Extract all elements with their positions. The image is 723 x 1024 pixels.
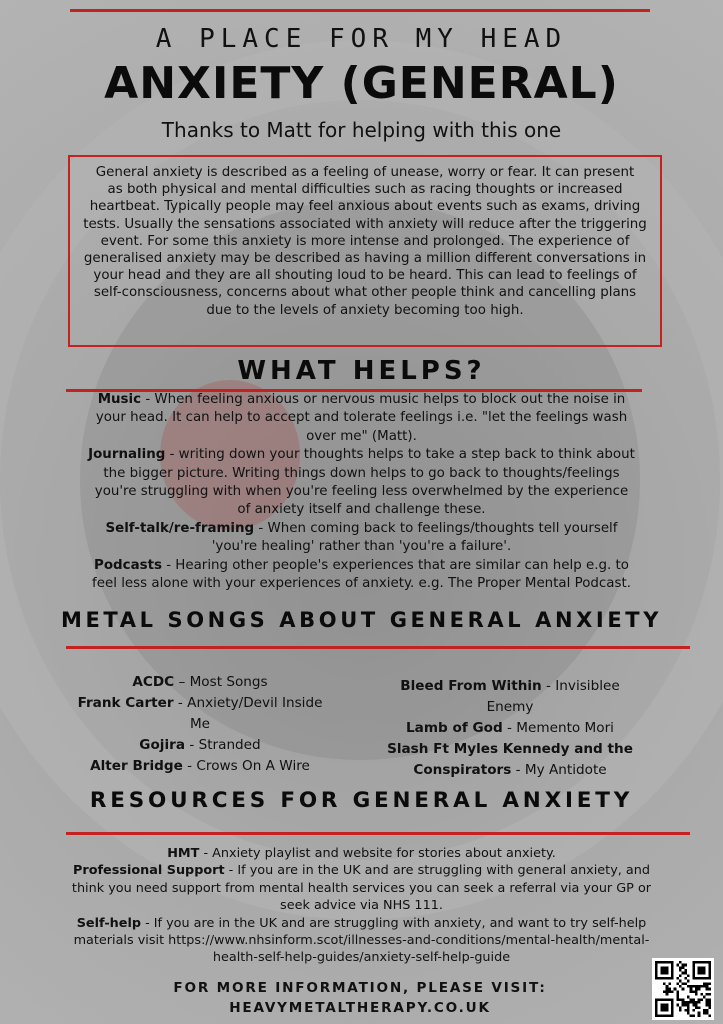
helps-item-line (40, 557, 683, 575)
helps-item-term: Podcasts (94, 557, 162, 573)
song-entry (50, 714, 350, 735)
song-entry (360, 718, 660, 739)
song-title: Memento Mori (516, 720, 614, 736)
songs-rule (66, 646, 690, 649)
qr-code-icon[interactable] (652, 958, 714, 1020)
intro-line: tests. Usually the sensations associated with anxiety will reduce after the triggering (83, 216, 647, 232)
helps-item-text: - writing down your thoughts helps to take a step back to think about (165, 447, 635, 463)
helps-item-term: Self-talk/re-framing (105, 520, 255, 536)
resource-item-text: seek advice via NHS 111. (280, 898, 443, 914)
helps-item-text: of anxiety itself and challenge these. (237, 502, 486, 518)
footer-line-1: FOR MORE INFORMATION, PLEASE VISIT: (173, 980, 547, 996)
helps-item-line (40, 575, 683, 593)
helps-item-line (40, 446, 683, 464)
poster-title: ANXIETY (GENERAL) (104, 58, 619, 109)
song-title: Stranded (198, 737, 261, 753)
song-title: Anxiety/Devil Inside (187, 695, 323, 711)
song-title: Invisiblee (555, 678, 620, 694)
song-separator: - (182, 758, 197, 774)
song-band: Bleed From Within (400, 678, 542, 694)
resources-heading: RESOURCES FOR GENERAL ANXIETY (89, 788, 634, 813)
helps-item-line (40, 391, 683, 409)
helps-item-text: 'you're healing' rather than 'you're a failure'. (211, 539, 512, 555)
footer (100, 978, 620, 1018)
intro-line: generalised anxiety may be described as having a million different conversations in (83, 251, 647, 267)
helps-item-text: your head. It can help to accept and tolerate feelings i.e. "let the feelings wash (95, 410, 628, 426)
helps-item-text: - Hearing other people's experiences that are similar can help e.g. to (161, 557, 629, 573)
song-entry (360, 697, 660, 718)
song-separator: - (502, 720, 517, 736)
resource-item-text: - If you are in the UK and are struggling with general anxiety, and (224, 863, 650, 879)
song-title: My Antidote (524, 762, 607, 778)
helps-item-text: you're struggling with when you're feeling less overwhelmed by the experience (94, 484, 629, 500)
song-entry (50, 735, 350, 756)
helps-item-text: - When feeling anxious or nervous music helps to block out the noise in (141, 392, 626, 407)
songs-right-column (360, 676, 660, 781)
resource-item-text: think you need support from mental health services you can seek a referral via your GP or (71, 880, 652, 896)
song-entry (50, 672, 350, 693)
intro-line: self-consciousness, concerns about what other people think and cancelling plans (93, 285, 637, 301)
top-rule (70, 9, 650, 12)
helps-item-text: over me" (Matt). (306, 428, 417, 444)
song-band: Conspirators (413, 762, 512, 778)
resource-item-line (40, 880, 683, 897)
intro-line: as both physical and mental difficulties such as racing thoughts or increased (107, 182, 623, 198)
helps-item-line (40, 465, 683, 483)
song-band: ACDC (132, 674, 175, 690)
resource-item-line (40, 897, 683, 914)
resource-item-line (40, 932, 683, 949)
song-band: Gojira (139, 737, 185, 753)
resource-item (40, 862, 683, 914)
songs-left-column (50, 672, 350, 777)
helps-item (40, 446, 683, 520)
intro-line: your head and they are all shouting loud to be heard. This can lead to feelings of (93, 268, 637, 284)
resource-item-line (40, 845, 683, 862)
resource-item-line (40, 949, 683, 966)
what-helps-list (40, 391, 683, 593)
thanks-line: Thanks to Matt for helping with this one (161, 118, 562, 142)
helps-item-line (40, 501, 683, 519)
helps-item-line (40, 409, 683, 427)
resource-item-term: Self-help (76, 915, 141, 931)
helps-item-term: Journaling (88, 447, 166, 463)
helps-item-text: feel less alone with your experiences of anxiety. e.g. The Proper Mental Podcast. (92, 576, 631, 592)
helps-item (40, 520, 683, 557)
footer-website[interactable]: HEAVYMETALTHERAPY.CO.UK (229, 1000, 491, 1016)
resource-item-text: - If you are in the UK and are struggling with anxiety, and want to try self-help (141, 915, 647, 931)
song-band: Alter Bridge (90, 758, 183, 774)
song-title: Most Songs (189, 674, 268, 690)
intro-line: event. For some this anxiety is more intense and prolonged. The experience of (100, 233, 630, 249)
song-title: Me (189, 716, 211, 732)
poster-subtitle: A PLACE FOR MY HEAD (155, 24, 568, 54)
song-band: Lamb of God (406, 720, 503, 736)
songs-heading: METAL SONGS ABOUT GENERAL ANXIETY (60, 608, 663, 632)
resource-item-line (40, 915, 683, 932)
resource-item-text: materials visit https://www.nhsinform.scot/illnesses-and-conditions/mental-health/mental- (73, 933, 650, 949)
song-separator: – (174, 674, 190, 690)
resource-item-term: HMT (167, 846, 200, 861)
resources-list (40, 845, 683, 967)
song-band: Slash Ft Myles Kennedy and the (387, 741, 633, 757)
intro-paragraph (60, 164, 670, 319)
resource-item (40, 845, 683, 862)
song-separator: - (511, 762, 525, 778)
song-separator: - (173, 695, 188, 711)
helps-item (40, 391, 683, 446)
resource-item (40, 915, 683, 967)
resource-item-text: - Anxiety playlist and website for stories about anxiety. (199, 846, 556, 861)
helps-item-line (40, 428, 683, 446)
intro-line: General anxiety is described as a feeling of unease, worry or fear. It can present (95, 165, 635, 180)
helps-item (40, 557, 683, 594)
intro-line: heartbeat. Typically people may feel anxious about events such as exams, driving (89, 199, 641, 215)
song-title: Enemy (486, 699, 534, 715)
helps-item-text: - When coming back to feelings/thoughts tell yourself (254, 520, 618, 536)
resource-item-line (40, 862, 683, 879)
helps-item-line (40, 520, 683, 538)
resource-item-text: health-self-help-guides/anxiety-self-help-guide (212, 950, 511, 966)
intro-line: due to the levels of anxiety becoming too high. (206, 302, 524, 318)
song-entry (360, 676, 660, 697)
song-separator: - (541, 678, 556, 694)
song-entry (50, 693, 350, 714)
resources-rule (66, 832, 690, 835)
song-separator: - (185, 737, 199, 753)
song-band: Frank Carter (77, 695, 174, 711)
helps-item-line (40, 483, 683, 501)
what-helps-heading: WHAT HELPS? (237, 356, 486, 386)
song-entry (360, 760, 660, 781)
helps-item-text: the bigger picture. Writing things down helps to go back to thoughts/feelings (103, 465, 620, 481)
helps-item-line (40, 538, 683, 556)
song-entry (360, 739, 660, 760)
helps-item-term: Music (97, 392, 142, 407)
song-title: Crows On A Wire (196, 758, 310, 774)
song-entry (50, 756, 350, 777)
resource-item-term: Professional Support (73, 863, 225, 879)
